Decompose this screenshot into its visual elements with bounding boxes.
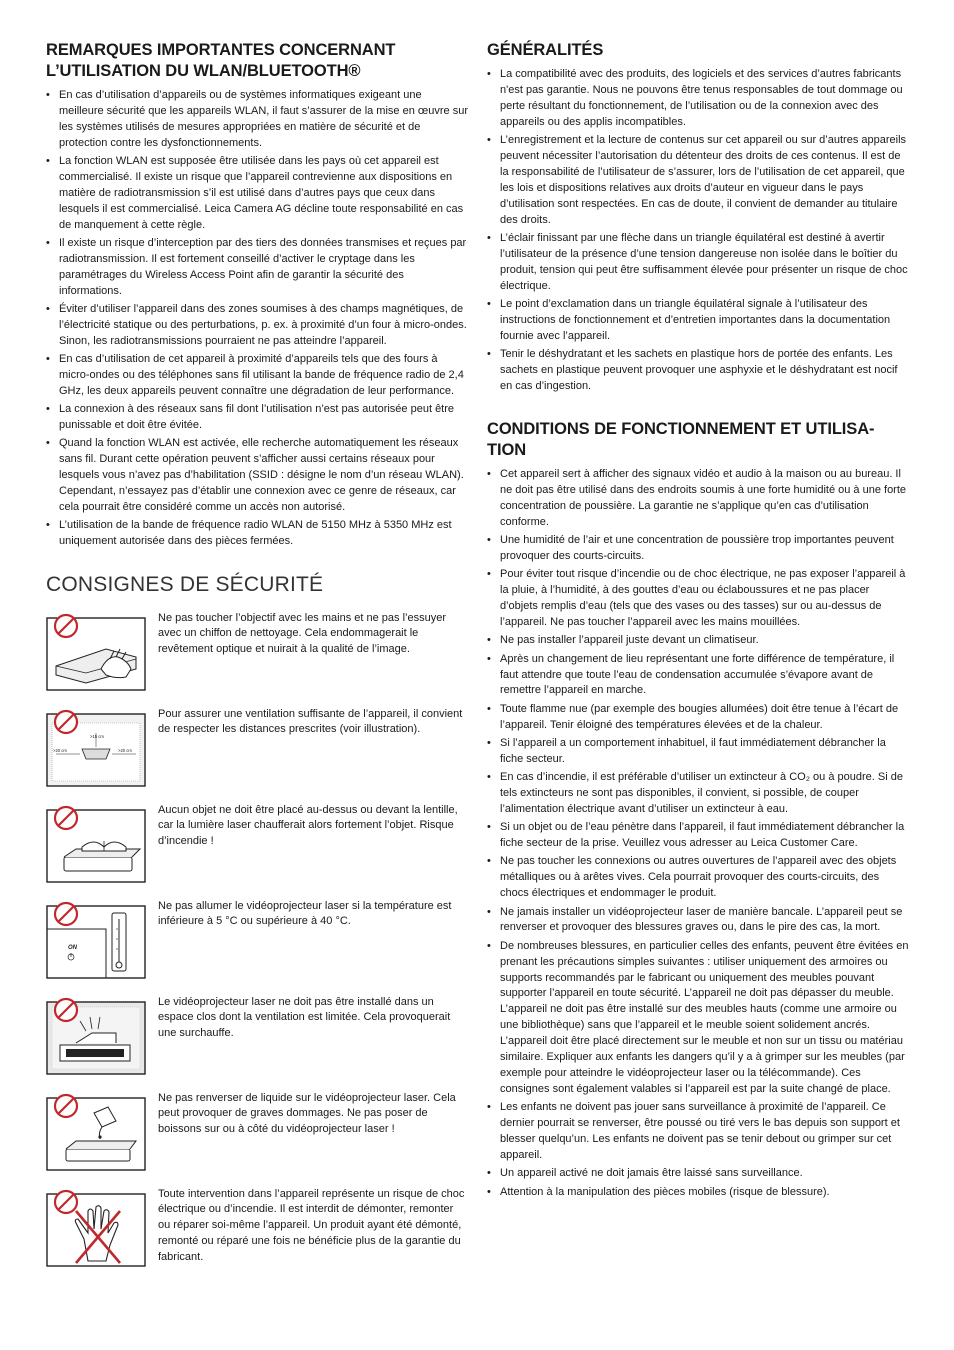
safety-item-liquid xyxy=(46,1091,468,1187)
safety-section-title: CONSIGNES DE SÉCURITÉ xyxy=(46,572,324,596)
list-item: • Une humidité de l’air et une concentration de poussière trop importantes peuvent provoquer des courts-circuits. xyxy=(487,533,909,565)
list-item: • Si l’appareil a un comportement inhabituel, il faut immédiatement débrancher la fiche secteur. xyxy=(487,736,909,768)
enclosed-space-icon xyxy=(46,995,146,1075)
list-item: • Le point d’exclamation dans un triangle équilatéral signale à l’utilisateur des instructions de fonctionnement et d’entretien importantes dans la documentation fournie avec l’appareil. xyxy=(487,297,909,345)
wlan-title-line2: L’UTILISATION DU WLAN/BLUETOOTH® xyxy=(46,62,361,80)
list-item: • Les enfants ne doivent pas jouer sans surveillance à proximité de l’appareil. Ce dernier pourrait se renverser, être poussé ou tiré vers le bas depuis son support et blesser quelqu’un. Les enfants ne doivent pas se tenir debout ou grimper sur cet appareil. xyxy=(487,1100,909,1164)
list-item: • Si un objet ou de l’eau pénètre dans l’appareil, il faut immédiatement débrancher la fiche secteur de la prise. Veuillez vous adresser au Leica Customer Care. xyxy=(487,820,909,852)
wlan-title-line1: REMARQUES IMPORTANTES CONCERNANT xyxy=(46,41,396,59)
wlan-section-title xyxy=(46,40,468,82)
general-list xyxy=(487,67,909,395)
list-item: • Tenir le déshydratant et les sachets en plastique hors de portée des enfants. Les sachets en plastique peuvent provoquer une asphyxie et le déshydratant est nocif en cas d’ingestion. xyxy=(487,347,909,395)
safety-text: Ne pas toucher l’objectif avec les mains et ne pas l’essuyer avec un chiffon de nettoyage. Cela endommagerait le revêtement optique et nuirait à la qualité de l’image. xyxy=(158,611,446,656)
safety-text: Ne pas allumer le vidéoprojecteur laser si la température est inférieure à 5 °C ou supérieure à 40 °C. xyxy=(158,899,452,928)
list-item: • En cas d’incendie, il est préférable d’utiliser un extincteur à CO₂ ou à poudre. Si de tels extincteurs ne sont pas disponibles, il convient, si possible, de couper l’alimentation électrique avant d’utiliser un extincteur à eau. xyxy=(487,770,909,818)
conditions-title-line2: TION xyxy=(487,441,527,460)
no-touch-lens-icon xyxy=(46,611,146,691)
safety-item-lens xyxy=(46,611,468,707)
wlan-list xyxy=(46,88,468,550)
general-section-title: GÉNÉRALITÉS xyxy=(487,41,604,59)
list-item: • Quand la fonction WLAN est activée, elle recherche automatiquement les réseaux sans fil. Durant cette opération peuvent s’afficher aussi certains réseaux pour lesquels vous n’avez pas d’habilitation (SSID : désigne le nom d’un réseau WLAN). Cependant, n’essayez pas d’établir une connexion avec ce genre de réseaux, car cela pourrait être considéré comme un accès non autorisé. xyxy=(46,436,468,516)
temperature-icon xyxy=(46,899,146,979)
list-item: • Il existe un risque d’interception par des tiers des données transmises et reçues par radiotransmission. Il est fortement conseillé d’activer le cryptage dans les paramétrages du Wireless Access Point afin de garantir la sécurité des informations. xyxy=(46,236,468,300)
list-item: • L’éclair finissant par une flèche dans un triangle équilatéral est destiné à avertir l’utilisateur de la présence d’une tension dangereuse non isolée dans le boîtier du produit, tension qui peut être suffisamment élevée pour présenter un risque de choc électrique. xyxy=(487,231,909,295)
list-item: • La compatibilité avec des produits, des logiciels et des services d’autres fabricants n'est pas garantie. Nous ne pouvons être tenus responsables de tout dommage ou perte résultant du fonctionnement, de l’utilisation ou de la connexion avec des appareils ou des applis incompatibles. xyxy=(487,67,909,131)
safety-item-disassembly xyxy=(46,1187,468,1283)
list-item: • En cas d’utilisation de cet appareil à proximité d’appareils tels que des fours à micro-ondes ou des téléphones sans fil utilisant la bande de fréquence radio de 2,4 GHz, les deux appareils peuvent connaître une dégradation de leur performance. xyxy=(46,352,468,400)
list-item: • Ne pas installer l’appareil juste devant un climatiseur. xyxy=(487,633,909,649)
on-label: ON xyxy=(68,944,77,951)
safety-text: Aucun objet ne doit être placé au-dessus ou devant la lentille, car la lumière laser chaufferait alors fortement l’objet. Risque d’incendie ! xyxy=(158,803,458,848)
distance-label-top: >15 cm xyxy=(90,733,104,739)
no-object-on-lens-icon xyxy=(46,803,146,883)
right-column xyxy=(487,40,909,1203)
safety-text: Ne pas renverser de liquide sur le vidéoprojecteur laser. Cela peut provoquer de graves dommages. Ne pas poser de boissons sur ou à côté du vidéoprojecteur laser ! xyxy=(158,1091,456,1136)
list-item: • L’enregistrement et la lecture de contenus sur cet appareil ou sur d’autres appareils peuvent nécessiter l’autorisation du détenteur des droits de ces contenus. Il est de la responsabilité de l’utilisateur de s’assurer, lors de l’utilisation de cet appareil, que les lois et dispositions relatives aux droits d’auteur en vigueur dans le pays d’utilisation sont respectées. En cas de doute, il convient de demander au titulaire des droits. xyxy=(487,133,909,228)
safety-item-temperature xyxy=(46,899,468,995)
left-column xyxy=(46,40,468,1283)
list-item: • De nombreuses blessures, en particulier celles des enfants, peuvent être évitées en prenant les précautions simples suivantes : utiliser uniquement des armoires ou supports recommandés par le fabricant ou uniquement des meubles pouvant supporter l’appareil en toute sécurité. L’appareil ne doit pas dépasser du meuble. L’appareil ne doit pas être installé sur des meubles hauts (comme une armoire ou une bibliothèque) sans que l’appareil et le meuble soient solidement ancrés. L’appareil doit être placé directement sur le meuble et non sur un tissu ou matériau similaire. Expliquer aux enfants les dangers qu’il y a à grimper sur les meubles (par exemple pour atteindre le vidéoprojecteur laser ou la télécommande). Ces consignes sont également valables si l’appareil est par la suite changé de place. xyxy=(487,939,909,1098)
conditions-section-title xyxy=(487,419,909,461)
list-item: • La fonction WLAN est supposée être utilisée dans les pays où cet appareil est commercialisé. Il existe un risque que l’appareil contrevienne aux dispositions en matière de radiotransmission s’il est utilisé dans d’autres pays que ceux dans lesquels il est commercialisé. Leica Camera AG décline toute responsabilité en cas de manquement à cette règle. xyxy=(46,154,468,234)
safety-text: Le vidéoprojecteur laser ne doit pas être installé dans un espace clos dont la ventilation est limitée. Cela provoquerait une surchauffe. xyxy=(158,995,451,1040)
conditions-list xyxy=(487,467,909,1200)
list-item: • Après un changement de lieu représentant une forte différence de température, il faut attendre que toute l’eau de condensation accumulée s’évapore avant de remettre l’appareil en marche. xyxy=(487,652,909,700)
list-item: • La connexion à des réseaux sans fil dont l’utilisation n’est pas autorisée peut être punissable et doit être évitée. xyxy=(46,402,468,434)
conditions-title-line1: CONDITIONS DE FONCTIONNEMENT ET UTILISA- xyxy=(487,420,875,439)
safety-item-enclosed xyxy=(46,995,468,1091)
safety-text: Pour assurer une ventilation suffisante de l’appareil, il convient de respecter les distances prescrites (voir illustration). xyxy=(158,707,463,736)
list-item: • Éviter d’utiliser l’appareil dans des zones soumises à des champs magnétiques, de l’électricité statique ou des perturbations, p. ex. à proximité d’un four à micro-ondes. Sinon, les radiotransmissions pourraient ne pas atteindre l’appareil. xyxy=(46,302,468,350)
list-item: • Cet appareil sert à afficher des signaux vidéo et audio à la maison ou au bureau. Il ne doit pas être utilisé dans des endroits soumis à une forte humidité ou à une forte concentration de poussière. La garantie ne s’applique qu’en cas d’utilisation conforme. xyxy=(487,467,909,531)
no-disassembly-icon xyxy=(46,1187,146,1267)
safety-item-ventilation xyxy=(46,707,468,803)
safety-text: Toute intervention dans l’appareil représente un risque de choc électrique ou d’incendie. Il est interdit de démonter, remonter ou réparer soi-même l’appareil. Un produit ayant été démonté, remonté ou réparé une fois ne bénéficie plus de la garantie du fabricant. xyxy=(158,1187,465,1264)
list-item: • Toute flamme nue (par exemple des bougies allumées) doit être tenue à l’écart de l’appareil. Tenir éloigné des températures élevées et de la chaleur. xyxy=(487,702,909,734)
list-item: • Pour éviter tout risque d’incendie ou de choc électrique, ne pas exposer l’appareil à la pluie, à l’humidité, à des gouttes d’eau ou éclaboussures et ne pas placer d’objets remplis d’eau (tels que des vases ou des tasses) sur ou au-dessus de l’appareil. Ne pas toucher l’appareil avec les mains mouillées. xyxy=(487,567,909,631)
list-item: • Attention à la manipulation des pièces mobiles (risque de blessure). xyxy=(487,1185,909,1201)
distance-label-left: >20 cm xyxy=(53,747,67,753)
ventilation-distance-icon xyxy=(46,707,146,787)
list-item: • L’utilisation de la bande de fréquence radio WLAN de 5150 MHz à 5350 MHz est uniquement autorisée dans des pièces fermées. xyxy=(46,518,468,550)
list-item: • Ne jamais installer un vidéoprojecteur laser de manière bancale. L’appareil peut se renverser et provoquer des blessures graves ou, dans le pire des cas, la mort. xyxy=(487,905,909,937)
list-item: • Ne pas toucher les connexions ou autres ouvertures de l’appareil avec des objets métalliques ou à arêtes vives. Cela pourrait provoquer des courts-circuits, des chocs électriques et endommager le produit. xyxy=(487,854,909,902)
distance-label-right: >20 cm xyxy=(118,747,132,753)
no-liquid-icon xyxy=(46,1091,146,1171)
list-item: • En cas d’utilisation d’appareils ou de systèmes informatiques exigeant une meilleure sécurité que les appareils WLAN, il faut s’assurer de la mise en œuvre sur les systèmes utilisés de mesures appropriées en matière de sécurité et de protection contre les dysfonctionnements. xyxy=(46,88,468,152)
safety-item-object xyxy=(46,803,468,899)
list-item: • Un appareil activé ne doit jamais être laissé sans surveillance. xyxy=(487,1166,909,1182)
